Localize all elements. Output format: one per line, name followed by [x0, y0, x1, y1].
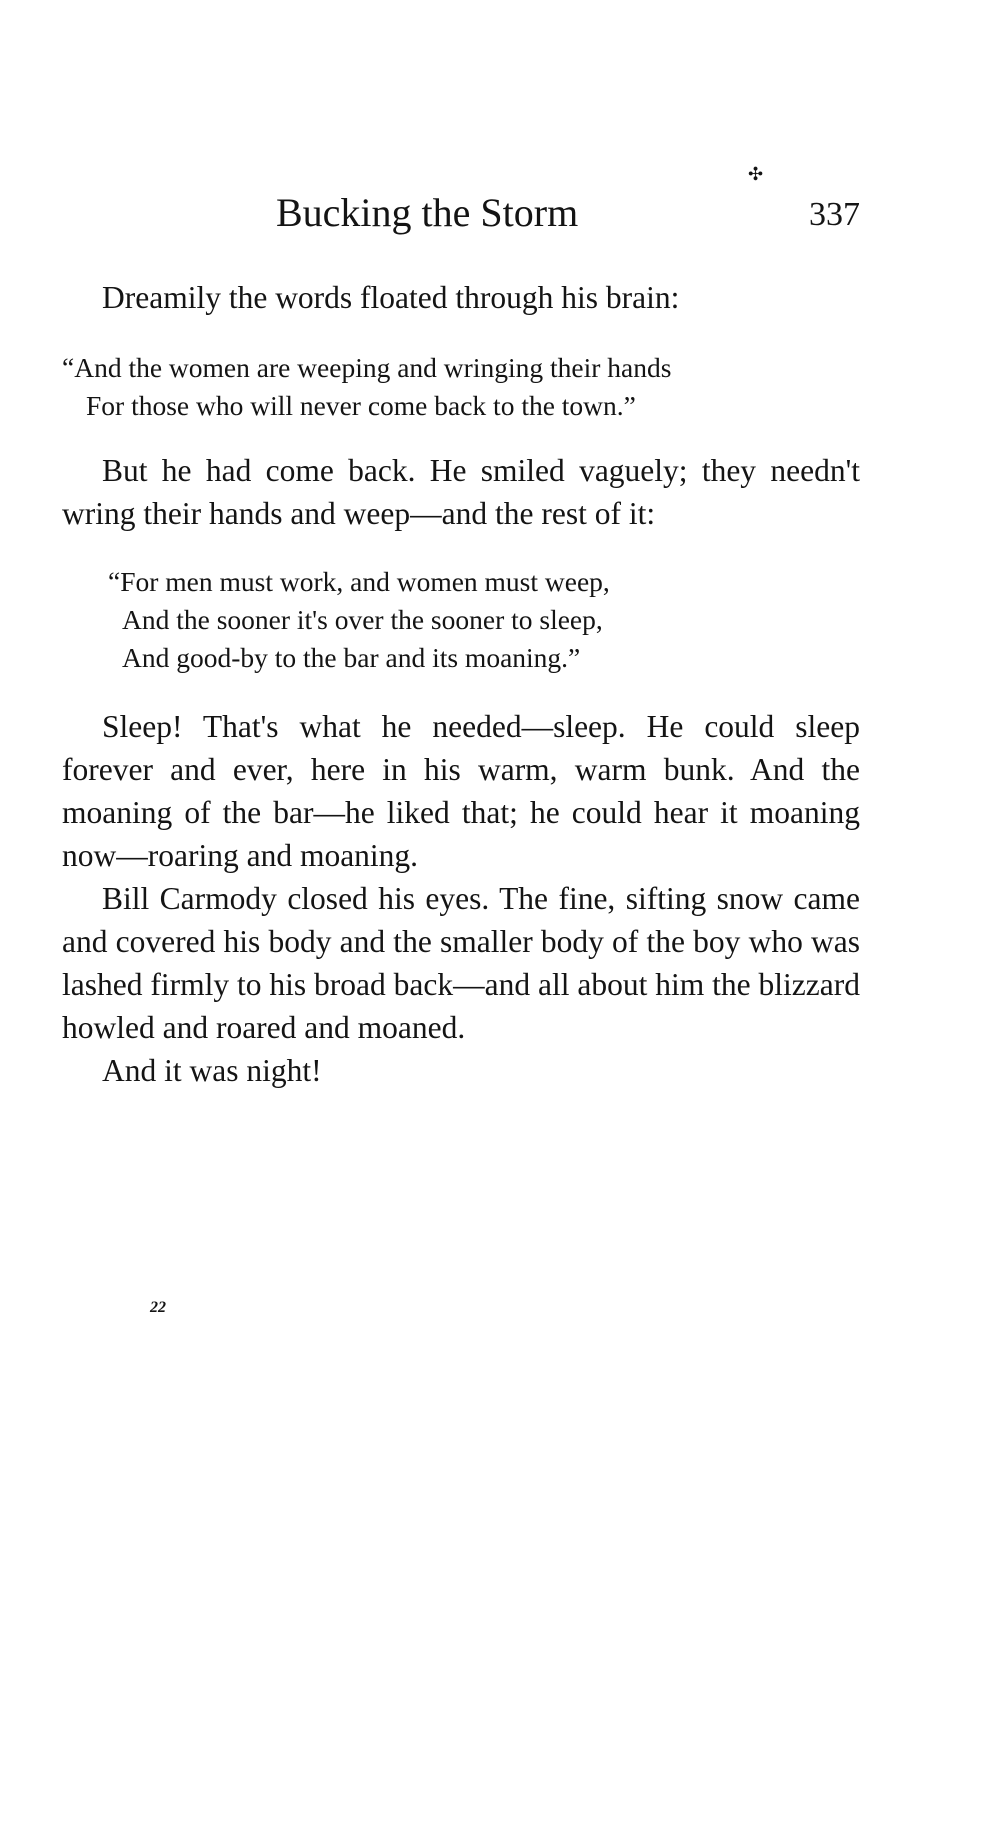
signature-mark: 22 — [150, 1299, 166, 1316]
paragraph-3: Sleep! That's what he needed—sleep. He could sleep forever and ever, here in his warm, warm bunk. And the moaning of the bar—he liked that; he could hear it moaning now—roaring and moaning. — [62, 709, 860, 873]
paragraph-1: Dreamily the words floated through his brain: — [102, 280, 680, 315]
paragraph-2: But he had come back. He smiled vaguely; they needn't wring their hands and weep—and the rest of it: — [62, 453, 860, 531]
page-number: 337 — [809, 196, 860, 233]
paragraph-5: And it was night! — [102, 1053, 322, 1088]
verse-line: For those who will never come back to the town.” — [86, 390, 636, 421]
running-head — [60, 188, 860, 238]
verse-line: “And the women are weeping and wringing their hands — [62, 352, 672, 383]
body-text — [62, 276, 860, 1092]
verse-line: And good-by to the bar and its moaning.” — [122, 642, 581, 673]
verse-line: “For men must work, and women must weep, — [108, 566, 610, 597]
verse-quote-1 — [62, 349, 860, 425]
verse-quote-2 — [62, 563, 860, 677]
paragraph-4: Bill Carmody closed his eyes. The fine, sifting snow came and covered his body and the smaller body of the boy who was lashed firmly to his broad back—and all about him the blizzard howled and roared and moaned. — [62, 881, 860, 1045]
running-title: Bucking the Storm — [276, 190, 579, 235]
ornament-mark: ✣ — [748, 164, 764, 184]
verse-line: And the sooner it's over the sooner to sleep, — [122, 604, 603, 635]
